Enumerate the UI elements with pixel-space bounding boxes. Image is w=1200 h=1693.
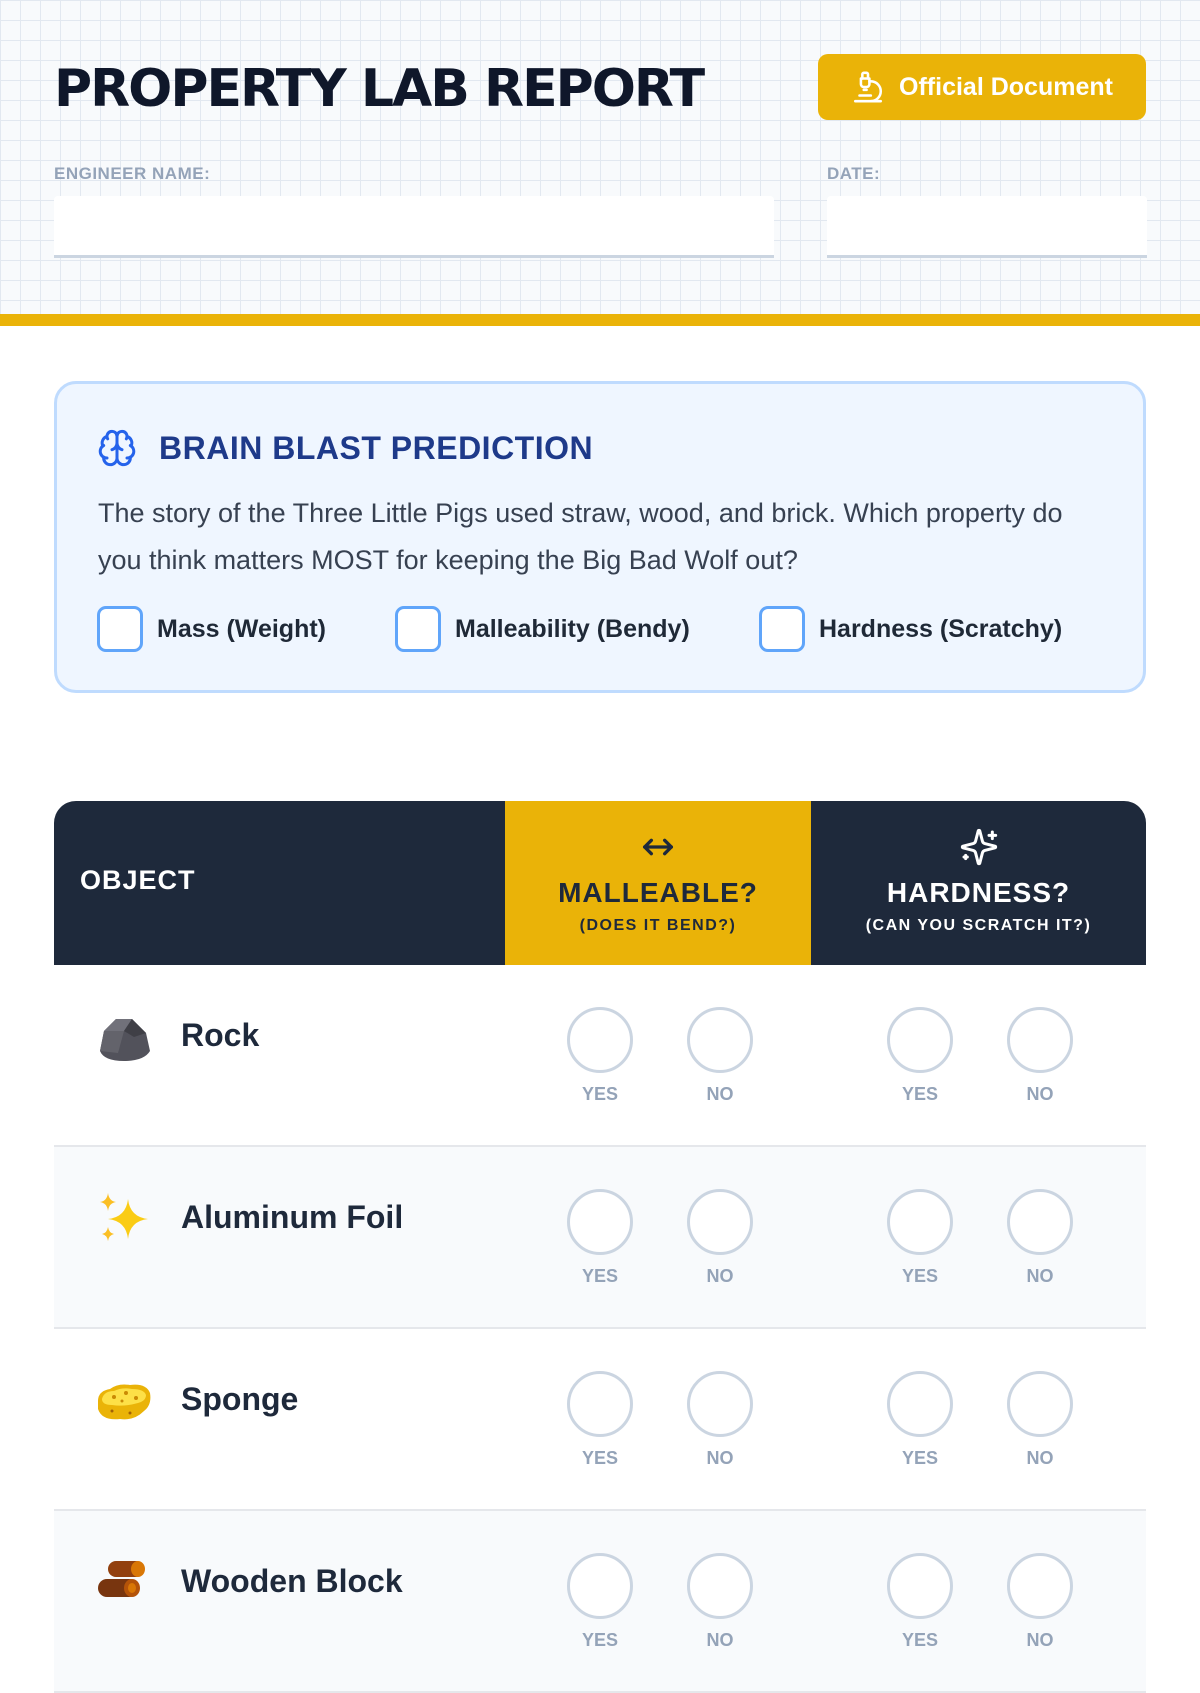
- no-label: NO: [706, 1084, 734, 1104]
- column-hardness: [811, 801, 1146, 965]
- yes-label: YES: [581, 1448, 619, 1468]
- date-label: DATE:: [827, 164, 881, 183]
- mass-checkbox[interactable]: [97, 606, 143, 652]
- option-label: Mass (Weight): [157, 614, 326, 643]
- hardness-no-circle[interactable]: [1007, 1371, 1073, 1437]
- hardness-title: HARDNESS?: [886, 877, 1071, 908]
- engineer-name-field[interactable]: [54, 196, 774, 258]
- hardness-yes-circle[interactable]: [887, 1007, 953, 1073]
- header-accent-bar: [0, 314, 1200, 326]
- hardness-subtitle: (CAN YOU SCRATCH IT?): [865, 917, 1092, 934]
- yes-label: YES: [581, 1084, 619, 1104]
- malleable-yes-circle[interactable]: [567, 1007, 633, 1073]
- table-row: [54, 965, 1146, 1147]
- yes-label: YES: [581, 1266, 619, 1286]
- hardness-yes-circle[interactable]: [887, 1189, 953, 1255]
- hardness-no-circle[interactable]: [1007, 1189, 1073, 1255]
- table-row: [54, 1511, 1146, 1693]
- no-label: NO: [1026, 1630, 1054, 1650]
- sparkles-emoji-icon: [94, 1189, 154, 1249]
- column-malleable: [505, 801, 811, 965]
- date-field[interactable]: [827, 196, 1147, 258]
- table-row: [54, 1147, 1146, 1329]
- hardness-no-circle[interactable]: [1007, 1553, 1073, 1619]
- official-document-badge: [818, 54, 1146, 120]
- rock-icon: [94, 1007, 154, 1067]
- sparkles-icon: [957, 827, 1001, 867]
- object-name: Rock: [181, 1017, 260, 1053]
- object-name: Sponge: [181, 1381, 299, 1417]
- no-label: NO: [1026, 1448, 1054, 1468]
- option-hardness[interactable]: [759, 605, 1062, 653]
- prediction-card: [54, 381, 1146, 693]
- table-row: [54, 1329, 1146, 1511]
- wood-icon: [94, 1553, 154, 1613]
- option-label: Hardness (Scratchy): [819, 614, 1063, 643]
- malleable-subtitle: (DOES IT BEND?): [579, 917, 737, 934]
- malleable-yes-circle[interactable]: [567, 1553, 633, 1619]
- prediction-question: The story of the Three Little Pigs used straw, wood, and brick. Which property do you think matters MOST for keeping the Big Bad Wolf out?: [98, 498, 1063, 575]
- option-malleability[interactable]: [395, 605, 690, 653]
- no-label: NO: [706, 1630, 734, 1650]
- brain-icon: [97, 428, 137, 468]
- yes-label: YES: [901, 1630, 939, 1650]
- hardness-checkbox[interactable]: [759, 606, 805, 652]
- engineer-name-label: ENGINEER NAME:: [54, 164, 211, 183]
- column-object: OBJECT: [80, 865, 196, 895]
- malleable-no-circle[interactable]: [687, 1007, 753, 1073]
- yes-label: YES: [901, 1084, 939, 1104]
- microscope-icon: [851, 70, 885, 104]
- hardness-yes-circle[interactable]: [887, 1371, 953, 1437]
- yes-label: YES: [901, 1448, 939, 1468]
- malleable-yes-circle[interactable]: [567, 1189, 633, 1255]
- no-label: NO: [1026, 1266, 1054, 1286]
- malleable-no-circle[interactable]: [687, 1553, 753, 1619]
- malleable-no-circle[interactable]: [687, 1371, 753, 1437]
- official-document-label: Official Document: [899, 72, 1113, 101]
- malleable-title: MALLEABLE?: [558, 877, 758, 908]
- sponge-icon: [94, 1371, 154, 1431]
- page-title: PROPERTY LAB REPORT: [54, 59, 704, 119]
- malleable-yes-circle[interactable]: [567, 1371, 633, 1437]
- no-label: NO: [1026, 1084, 1054, 1104]
- table-header: [54, 801, 1146, 965]
- yes-label: YES: [901, 1266, 939, 1286]
- report-header: [0, 0, 1200, 314]
- no-label: NO: [706, 1266, 734, 1286]
- malleable-no-circle[interactable]: [687, 1189, 753, 1255]
- yes-label: YES: [581, 1630, 619, 1650]
- malleability-checkbox[interactable]: [395, 606, 441, 652]
- prediction-title: BRAIN BLAST PREDICTION: [159, 430, 594, 466]
- hardness-no-circle[interactable]: [1007, 1007, 1073, 1073]
- object-name: Aluminum Foil: [181, 1199, 404, 1235]
- option-mass[interactable]: [97, 605, 326, 653]
- hardness-yes-circle[interactable]: [887, 1553, 953, 1619]
- arrows-left-right-icon: [636, 827, 680, 867]
- object-name: Wooden Block: [181, 1563, 403, 1599]
- option-label: Malleability (Bendy): [455, 614, 690, 643]
- no-label: NO: [706, 1448, 734, 1468]
